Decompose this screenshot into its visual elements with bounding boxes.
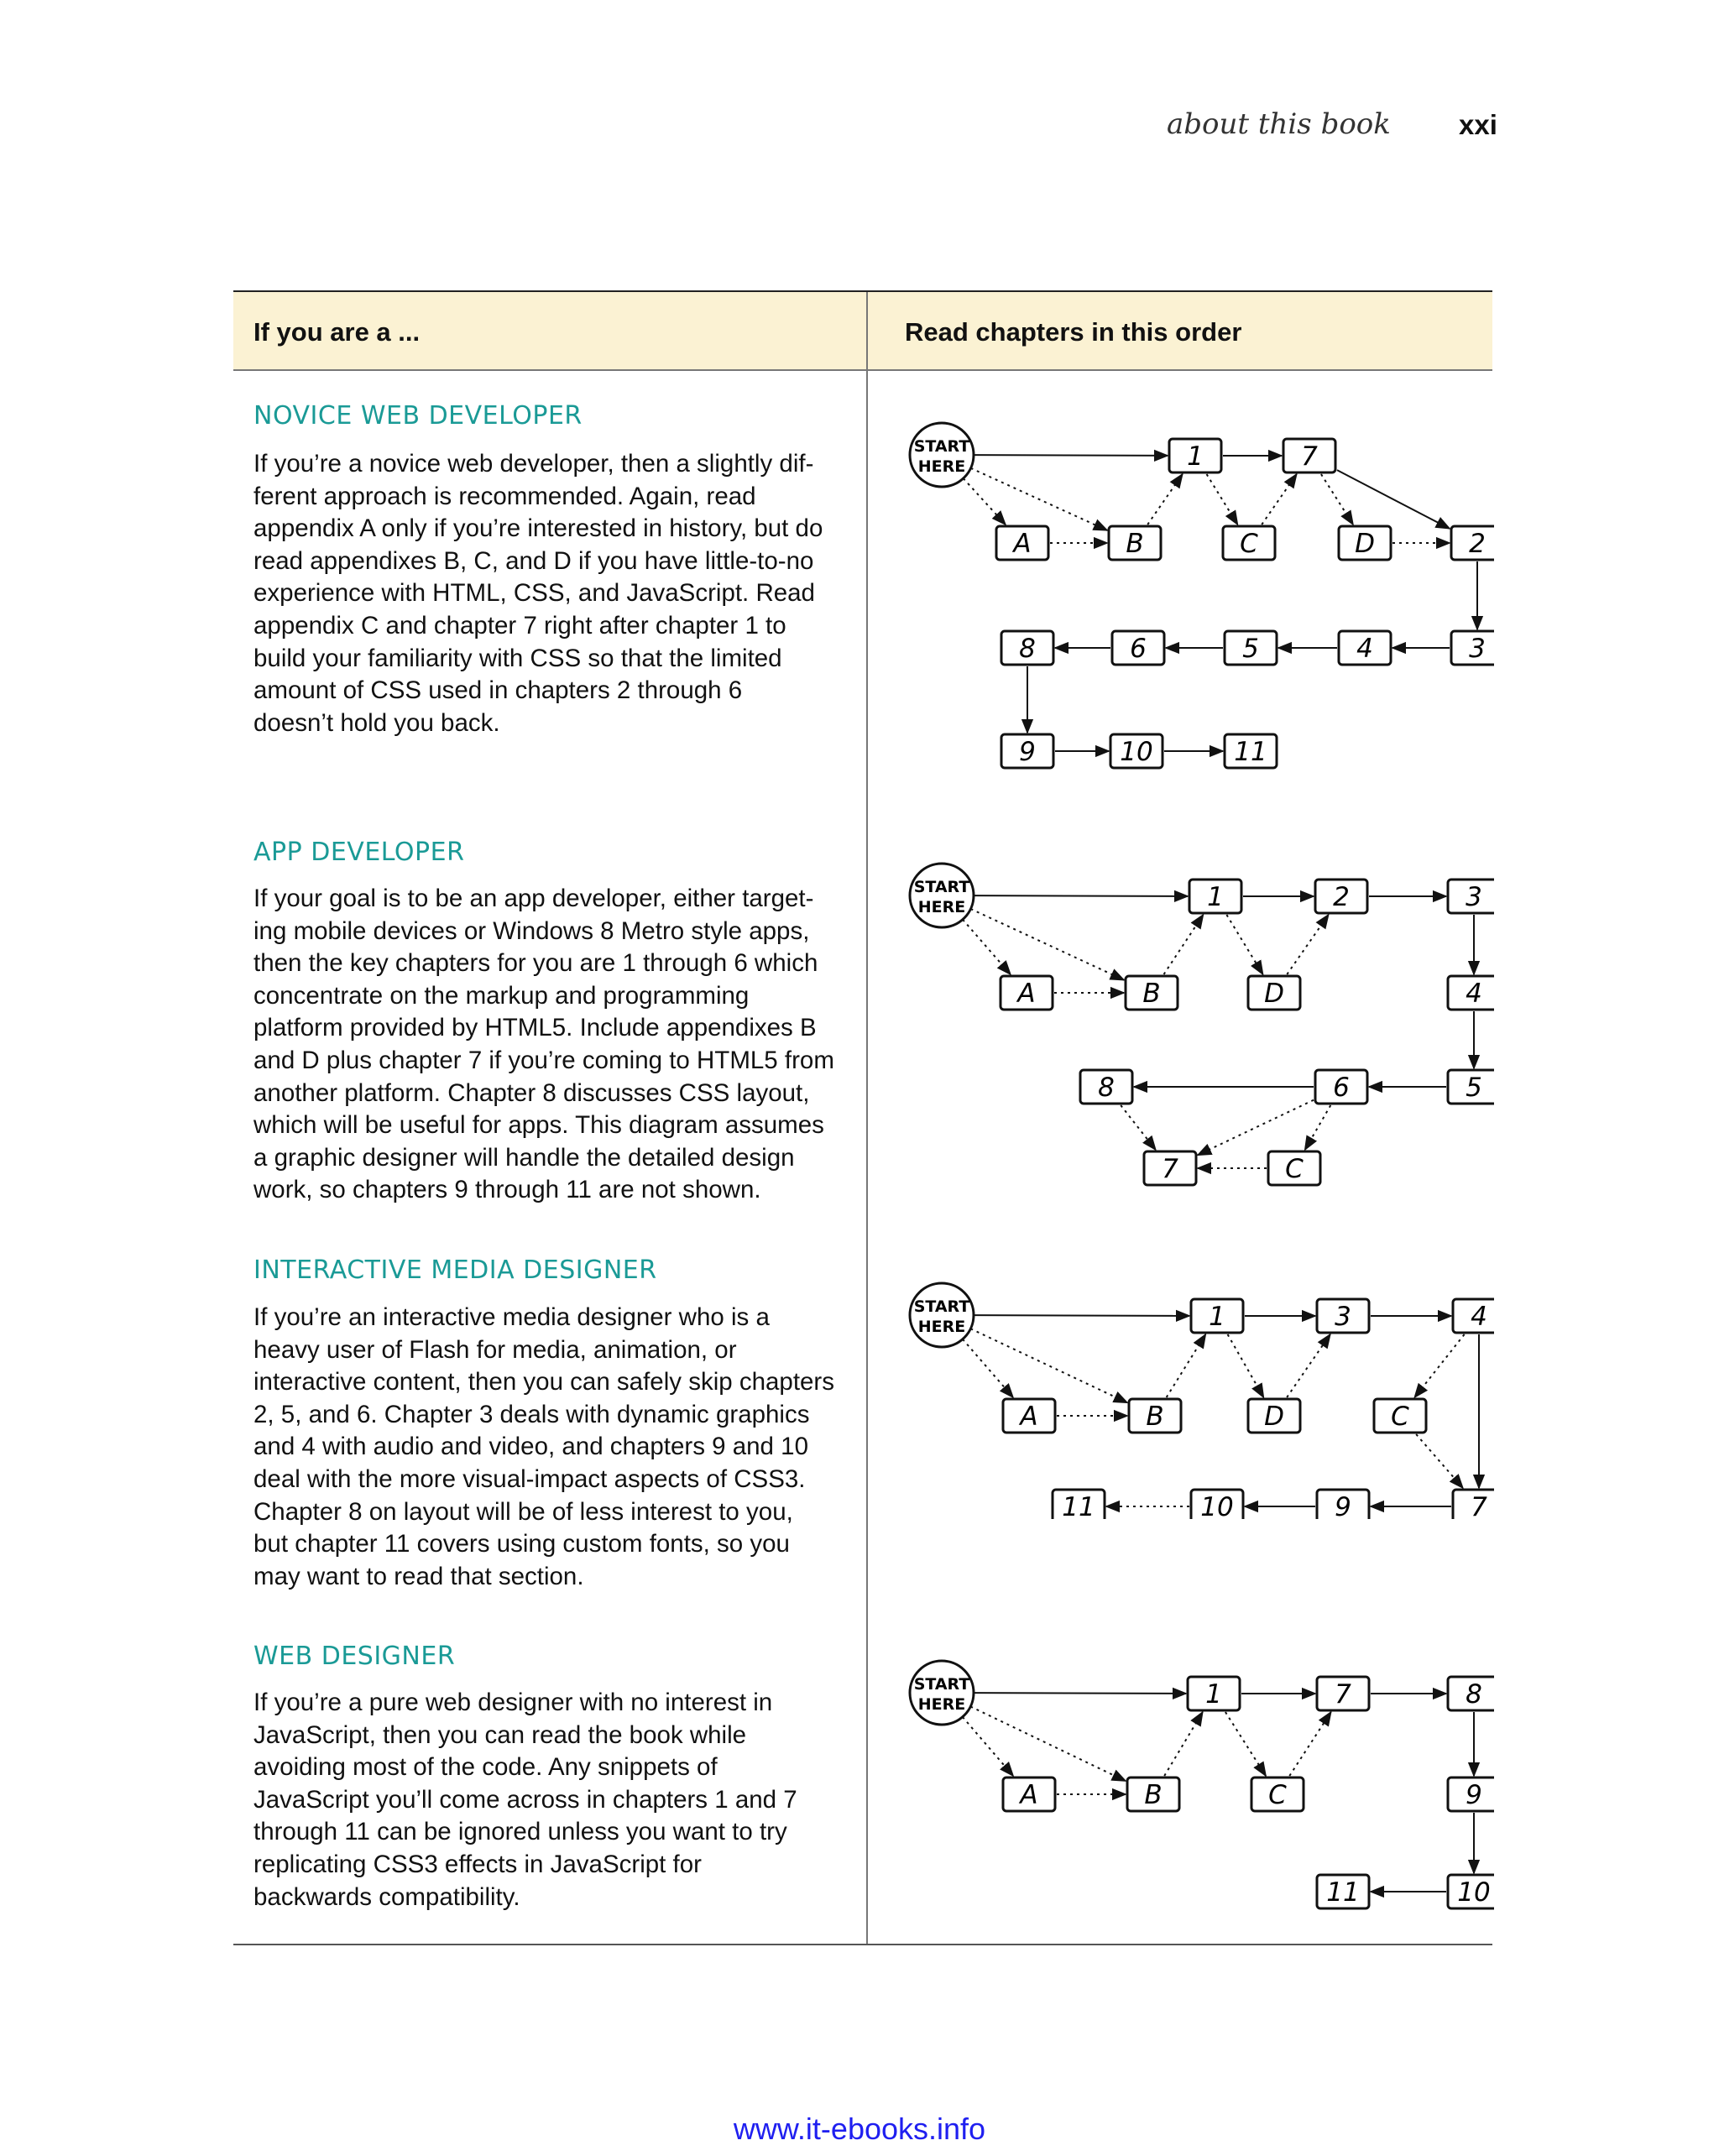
- chapter-node-b: [1126, 976, 1178, 1010]
- chapter-node-b: [1109, 526, 1161, 560]
- chapter-node-4: [1453, 1299, 1494, 1333]
- start-here-node: [910, 423, 974, 487]
- diagram-arrow-1-to-c: [1207, 474, 1238, 525]
- footer-link[interactable]: www.it-ebooks.info: [733, 2112, 986, 2146]
- column-header-order: Read chapters in this order: [905, 317, 1242, 347]
- chapter-node-label: 6: [1333, 1073, 1350, 1103]
- diagram-arrow-start-to-1: [974, 1315, 1189, 1316]
- chapter-node-7: [1453, 1490, 1494, 1519]
- chapter-node-11: [1225, 734, 1277, 768]
- chapter-node-label: B: [1144, 1780, 1163, 1810]
- chapter-node-label: B: [1142, 979, 1161, 1009]
- chapter-node-d: [1248, 1399, 1300, 1433]
- chapter-node-9: [1001, 734, 1053, 768]
- chapter-node-label: 9: [1335, 1492, 1351, 1519]
- chapter-node-8: [1448, 1677, 1494, 1710]
- chapter-node-5: [1448, 1070, 1494, 1104]
- role-heading-novice: NOVICE WEB DEVELOPER: [253, 401, 583, 431]
- diagram-arrow-start-to-a: [963, 1717, 1013, 1776]
- diagram-arrow-1-to-d: [1228, 1334, 1264, 1397]
- diagram-arrow-d-to-3: [1287, 1334, 1330, 1397]
- chapter-node-label: 11: [1062, 1492, 1095, 1519]
- chapter-node-label: 3: [1335, 1302, 1351, 1332]
- column-divider: [866, 292, 868, 1944]
- role-heading-media: INTERACTIVE MEDIA DESIGNER: [253, 1255, 657, 1285]
- diagram-arrow-start-to-a: [963, 1339, 1013, 1397]
- chapter-node-label: A: [1020, 1780, 1038, 1810]
- start-here-label: HERE: [917, 1318, 966, 1336]
- chapter-node-4: [1448, 976, 1494, 1010]
- chapter-node-3: [1448, 880, 1494, 913]
- chapter-node-label: 2: [1333, 882, 1350, 912]
- reading-diagram-novice: [890, 415, 1494, 793]
- chapter-node-label: A: [1013, 529, 1032, 559]
- chapter-node-a: [1003, 1399, 1055, 1433]
- chapter-node-label: 8: [1466, 1679, 1482, 1710]
- reading-diagram-app: [890, 848, 1494, 1200]
- diagram-arrow-7-to-d: [1321, 474, 1353, 525]
- start-here-label: START: [913, 1675, 970, 1694]
- role-description-media: If you’re an interactive media designer who is a heavy user of Flash for media, animation, or interactive content, then you can safely skip chapters 2, 5, and 6. Chapter 3 deals with dynamic graphics and 4 with audio and video, and chapters 9 and 10 deal with the more visual-impact aspects of CSS3. Chapter 8 on layout will be of less interest to you, but chapter 11 covers using custom fonts, so you may want to read that section.: [253, 1303, 834, 1590]
- reading-diagram-web-designer: [890, 1653, 1494, 1922]
- chapter-node-label: 10: [1120, 737, 1153, 767]
- diagram-arrow-b-to-1: [1164, 915, 1204, 974]
- chapter-node-label: D: [1264, 1402, 1284, 1432]
- chapter-node-c: [1223, 526, 1275, 560]
- column-header-reader: If you are a ...: [253, 317, 421, 347]
- diagram-arrow-c-to-7: [1416, 1434, 1463, 1488]
- chapter-node-label: 8: [1019, 634, 1036, 664]
- chapter-node-label: D: [1264, 979, 1284, 1009]
- chapter-node-9: [1448, 1778, 1494, 1811]
- running-head: about this book: [1167, 107, 1391, 141]
- start-here-label: HERE: [917, 898, 966, 916]
- chapter-node-label: 7: [1335, 1679, 1351, 1710]
- role-description-app: If your goal is to be an app developer, either target- ing mobile devices or Windows 8 Metro style apps, then the key chapters for you are 1 through 6 which concentrate on the markup and programming platform provided by HTML5. Include appendixes B and D plus chapter 7 if you’re coming to HTML5 from another platform. Chapter 8 discusses CSS layout, which will be useful for apps. This diagram assumes a graphic designer will handle the detailed design work, so chapters 9 through 11 are not shown.: [253, 885, 834, 1204]
- chapter-node-7: [1317, 1677, 1369, 1710]
- chapter-node-1: [1191, 1299, 1243, 1333]
- chapter-node-2: [1451, 526, 1494, 560]
- chapter-node-label: 5: [1466, 1073, 1482, 1103]
- diagram-arrow-6-to-c: [1305, 1105, 1331, 1150]
- chapter-node-label: C: [1240, 529, 1258, 559]
- chapter-node-label: 10: [1200, 1492, 1234, 1519]
- diagram-arrow-start-to-a: [963, 920, 1011, 974]
- chapter-node-label: 4: [1471, 1302, 1487, 1332]
- chapter-node-label: 5: [1242, 634, 1259, 664]
- diagram-arrow-start-to-1: [974, 1693, 1186, 1694]
- chapter-node-label: 9: [1019, 737, 1036, 767]
- chapter-node-label: 11: [1234, 737, 1267, 767]
- chapter-node-label: 1: [1207, 882, 1224, 912]
- diagram-arrow-start-to-b: [970, 909, 1124, 980]
- chapter-node-label: C: [1391, 1402, 1409, 1432]
- diagram-arrow-b-to-1: [1167, 1334, 1206, 1397]
- chapter-node-7: [1144, 1151, 1196, 1185]
- chapter-node-3: [1451, 631, 1494, 665]
- chapter-node-label: 1: [1187, 441, 1204, 472]
- chapter-node-label: 10: [1457, 1877, 1491, 1908]
- chapter-node-label: 2: [1469, 529, 1486, 559]
- chapter-node-5: [1225, 631, 1277, 665]
- start-here-node: [910, 1661, 974, 1725]
- diagram-arrow-b-to-1: [1147, 474, 1183, 525]
- chapter-node-label: 7: [1471, 1492, 1487, 1519]
- diagram-arrow-1-to-c: [1225, 1712, 1266, 1776]
- diagram-arrow-b-to-1: [1164, 1712, 1203, 1776]
- chapter-node-8: [1001, 631, 1053, 665]
- chapter-node-label: A: [1020, 1402, 1038, 1432]
- diagram-arrow-6-to-7: [1198, 1100, 1314, 1156]
- diagram-arrow-4-to-c: [1414, 1334, 1464, 1397]
- chapter-node-label: 4: [1466, 979, 1482, 1009]
- diagram-arrow-c-to-7: [1289, 1712, 1330, 1776]
- chapter-node-label: A: [1017, 979, 1036, 1009]
- chapter-node-a: [996, 526, 1048, 560]
- diagram-arrow-start-to-b: [970, 1706, 1126, 1781]
- role-heading-app: APP DEVELOPER: [253, 838, 465, 867]
- diagram-arrow-start-to-1: [974, 895, 1188, 896]
- role-heading-web-designer: WEB DESIGNER: [253, 1642, 456, 1671]
- diagram-arrow-start-to-b: [970, 1329, 1127, 1402]
- role-description-novice: If you’re a novice web developer, then a slightly dif- ferent approach is recommended. Again, read appendix A only if you’re interested in history, but do read appendixes B, C, and D if you have little-to-no experience with HTML, CSS, and JavaScript. Read appendix C and chapter 7 right after chapter 1 to build your familiarity with CSS so that the limited amount of CSS used in chapters 2 through 6 doesn’t hold you back.: [253, 450, 823, 737]
- chapter-node-label: 6: [1130, 634, 1147, 664]
- chapter-node-label: C: [1268, 1780, 1287, 1810]
- reading-diagram-media: [890, 1267, 1494, 1519]
- role-description-web-designer: If you’re a pure web designer with no interest in JavaScript, then you can read the book while avoiding most of the code. Any snippets of JavaScript you’ll come across in chapters 1 and 7 through 11 can be ignored unless you want to try replicating CSS3 effects in JavaScript for backwards compatibility.: [253, 1689, 797, 1911]
- chapter-node-label: 1: [1209, 1302, 1225, 1332]
- start-here-node: [910, 864, 974, 927]
- chapter-node-label: 3: [1466, 882, 1482, 912]
- chapter-node-d: [1339, 526, 1391, 560]
- chapter-node-label: 4: [1356, 634, 1373, 664]
- chapter-node-c: [1268, 1151, 1320, 1185]
- chapter-node-label: B: [1126, 529, 1144, 559]
- chapter-node-label: 8: [1098, 1073, 1115, 1103]
- chapter-node-a: [1003, 1778, 1055, 1811]
- chapter-node-9: [1317, 1490, 1369, 1519]
- chapter-node-label: 7: [1301, 441, 1318, 472]
- chapter-node-10: [1191, 1490, 1243, 1519]
- diagram-arrow-start-to-1: [974, 455, 1168, 456]
- chapter-node-1: [1188, 1677, 1240, 1710]
- start-here-label: HERE: [917, 457, 966, 476]
- chapter-node-label: 9: [1466, 1780, 1482, 1810]
- chapter-node-1: [1189, 880, 1241, 913]
- chapter-node-label: D: [1355, 529, 1375, 559]
- chapter-node-label: 1: [1205, 1679, 1222, 1710]
- chapter-node-6: [1112, 631, 1164, 665]
- chapter-node-7: [1283, 439, 1335, 472]
- diagram-arrow-1-to-d: [1226, 915, 1262, 974]
- diagram-arrow-7-to-2: [1337, 470, 1450, 529]
- chapter-node-2: [1315, 880, 1367, 913]
- chapter-node-b: [1127, 1778, 1179, 1811]
- chapter-node-6: [1315, 1070, 1367, 1104]
- chapter-node-c: [1374, 1399, 1426, 1433]
- start-here-label: START: [913, 1297, 970, 1316]
- start-here-node: [910, 1283, 974, 1347]
- start-here-label: START: [913, 437, 970, 456]
- diagram-arrow-d-to-2: [1287, 915, 1328, 974]
- chapter-node-8: [1080, 1070, 1132, 1104]
- chapter-node-3: [1317, 1299, 1369, 1333]
- chapter-node-4: [1339, 631, 1391, 665]
- start-here-label: HERE: [917, 1695, 966, 1714]
- chapter-node-c: [1251, 1778, 1304, 1811]
- diagram-arrow-c-to-7: [1262, 474, 1297, 525]
- table-header: [233, 292, 1492, 371]
- chapter-node-label: B: [1146, 1402, 1164, 1432]
- chapter-node-1: [1169, 439, 1221, 472]
- chapter-node-10: [1110, 734, 1163, 768]
- chapter-node-label: C: [1285, 1154, 1304, 1184]
- chapter-node-label: 11: [1326, 1877, 1360, 1908]
- page-number: xxi: [1459, 109, 1497, 140]
- chapter-node-label: 3: [1469, 634, 1486, 664]
- chapter-node-11: [1317, 1875, 1369, 1908]
- diagram-arrow-start-to-a: [964, 478, 1006, 525]
- chapter-node-a: [1001, 976, 1053, 1010]
- chapter-node-10: [1448, 1875, 1494, 1908]
- chapter-node-b: [1129, 1399, 1181, 1433]
- diagram-arrow-start-to-b: [971, 468, 1107, 530]
- chapter-node-label: 7: [1162, 1154, 1178, 1184]
- diagram-arrow-8-to-7: [1121, 1105, 1156, 1150]
- chapter-node-11: [1053, 1490, 1105, 1519]
- chapter-node-d: [1248, 976, 1300, 1010]
- start-here-label: START: [913, 878, 970, 896]
